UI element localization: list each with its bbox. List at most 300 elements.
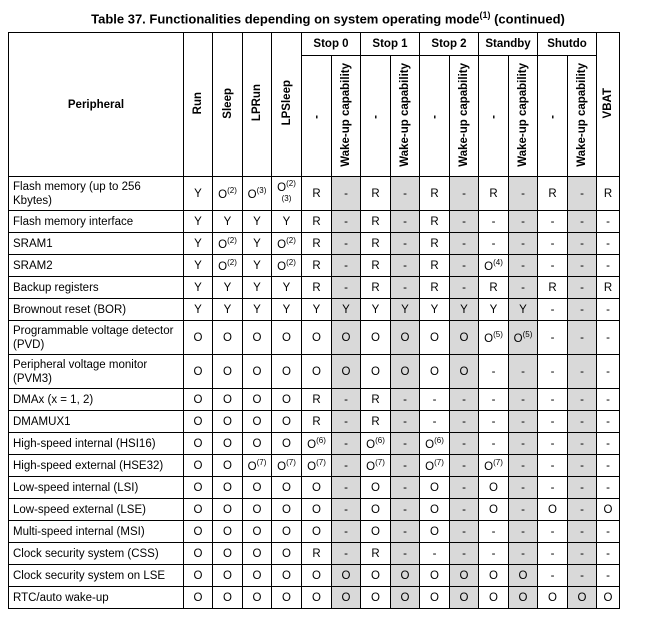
table-cell: O	[272, 499, 302, 521]
table-cell: -	[509, 177, 538, 211]
table-cell: -	[597, 233, 620, 255]
table-cell: $O^{(5)}$	[509, 321, 538, 355]
table-cell: -	[509, 411, 538, 433]
lpsleep-header: LPSleep	[272, 33, 302, 177]
table-cell: -	[420, 543, 450, 565]
table-cell: -	[332, 211, 361, 233]
table-cell: $O^{(6)}$	[302, 433, 332, 455]
table-cell: -	[568, 455, 597, 477]
stop0-wakeup-header: Wake-up capability	[332, 56, 361, 177]
table-cell: R	[302, 255, 332, 277]
table-cell: -	[332, 177, 361, 211]
table-cell: O	[184, 477, 213, 499]
standby-dash-header: -	[479, 56, 509, 177]
table-cell: O	[184, 321, 213, 355]
table-cell: -	[450, 233, 479, 255]
table-cell: O	[509, 587, 538, 609]
table-cell: -	[568, 565, 597, 587]
table-cell: -	[450, 543, 479, 565]
stop2-wakeup-header: Wake-up capability	[450, 56, 479, 177]
table-cell: -	[391, 277, 420, 299]
table-cell: O	[272, 321, 302, 355]
table-cell: O	[213, 411, 243, 433]
table-cell: O	[213, 355, 243, 389]
table-cell: R	[361, 543, 391, 565]
table-cell: O	[243, 587, 272, 609]
table-cell: -	[597, 321, 620, 355]
table-cell: O	[213, 477, 243, 499]
table-cell: -	[538, 521, 568, 543]
table-cell: -	[391, 433, 420, 455]
table-cell: O	[272, 587, 302, 609]
table-cell: -	[509, 355, 538, 389]
table-cell: Y	[302, 299, 332, 321]
table-cell: O	[272, 355, 302, 389]
table-cell: -	[538, 389, 568, 411]
table-cell: -	[391, 477, 420, 499]
table-cell: Y	[184, 299, 213, 321]
table-cell: R	[302, 277, 332, 299]
table-cell: Y	[213, 299, 243, 321]
table-row	[9, 177, 620, 211]
table-cell: Y	[243, 255, 272, 277]
table-cell: -	[509, 543, 538, 565]
table-cell: O	[361, 477, 391, 499]
shutdown-header: Shutdo	[538, 33, 597, 56]
table-cell: R	[361, 177, 391, 211]
table-cell: O	[213, 565, 243, 587]
table-cell: O	[538, 499, 568, 521]
table-cell: -	[450, 177, 479, 211]
table-cell: O	[243, 543, 272, 565]
table-cell: $O^{(7)}$	[272, 455, 302, 477]
row-label: High-speed external (HSE32)	[9, 455, 184, 477]
table-cell: R	[302, 233, 332, 255]
table-cell: O	[391, 355, 420, 389]
table-cell: -	[509, 499, 538, 521]
table-cell: O	[213, 521, 243, 543]
table-cell: Y	[272, 211, 302, 233]
table-cell: O	[272, 543, 302, 565]
table-cell: $O^{(3)}$	[243, 177, 272, 211]
table-cell: O	[479, 587, 509, 609]
table-cell: -	[538, 433, 568, 455]
table-cell: O	[243, 411, 272, 433]
table-cell: -	[568, 499, 597, 521]
table-cell: -	[479, 543, 509, 565]
table-row	[9, 233, 620, 255]
row-label: Low-speed internal (LSI)	[9, 477, 184, 499]
table-cell: -	[538, 255, 568, 277]
table-cell: -	[538, 411, 568, 433]
table-cell: O	[184, 543, 213, 565]
table-cell: -	[597, 565, 620, 587]
table-cell: $O^{(2)}$	[213, 255, 243, 277]
table-cell: -	[597, 433, 620, 455]
table-cell: -	[568, 411, 597, 433]
table-cell: Y	[243, 211, 272, 233]
table-row	[9, 211, 620, 233]
table-cell: O	[420, 355, 450, 389]
table-cell: O	[184, 565, 213, 587]
table-cell: O	[184, 455, 213, 477]
table-cell: -	[450, 499, 479, 521]
row-label: Clock security system (CSS)	[9, 543, 184, 565]
table-cell: O	[302, 355, 332, 389]
table-cell: $O^{(2)}$	[272, 233, 302, 255]
table-cell: O	[450, 321, 479, 355]
table-cell: -	[509, 521, 538, 543]
table-cell: -	[391, 177, 420, 211]
table-cell: O	[243, 355, 272, 389]
table-cell: $O^{(6)}$	[361, 433, 391, 455]
table-cell: $O^{(5)}$	[479, 321, 509, 355]
table-cell: $O^{(7)}$	[361, 455, 391, 477]
table-cell: O	[213, 455, 243, 477]
table-title: Table 37. Functionalities depending on system operating mode$^{(1)}$ (continued)	[91, 10, 565, 27]
table-cell: O	[538, 587, 568, 609]
table-cell: O	[302, 477, 332, 499]
table-cell: -	[332, 521, 361, 543]
table-cell: -	[568, 233, 597, 255]
table-cell: -	[538, 565, 568, 587]
table-cell: Y	[243, 277, 272, 299]
table-row	[9, 521, 620, 543]
table-cell: -	[450, 389, 479, 411]
table-cell: O	[302, 587, 332, 609]
table-cell: O	[361, 521, 391, 543]
row-label: RTC/auto wake-up	[9, 587, 184, 609]
table-cell: -	[568, 321, 597, 355]
table-row	[9, 455, 620, 477]
row-label: Flash memory interface	[9, 211, 184, 233]
table-cell: -	[568, 211, 597, 233]
table-row	[9, 565, 620, 587]
table-cell: -	[391, 233, 420, 255]
table-cell: -	[538, 233, 568, 255]
table-cell: $O^{(6)}$	[420, 433, 450, 455]
table-cell: -	[509, 455, 538, 477]
table-cell: -	[568, 433, 597, 455]
table-cell: Y	[184, 177, 213, 211]
table-cell: -	[420, 389, 450, 411]
table-cell: Y	[450, 299, 479, 321]
table-cell: $O^{(7)}$	[420, 455, 450, 477]
table-cell: -	[332, 543, 361, 565]
table-cell: $O^{(2)}$	[213, 233, 243, 255]
row-label: High-speed internal (HSI16)	[9, 433, 184, 455]
table-row	[9, 389, 620, 411]
table-cell: -	[509, 233, 538, 255]
table-row	[9, 321, 620, 355]
row-label: Flash memory (up to 256 Kbytes)	[9, 177, 184, 211]
table-cell: R	[361, 211, 391, 233]
table-row	[9, 277, 620, 299]
table-cell: -	[597, 255, 620, 277]
table-cell: R	[361, 389, 391, 411]
table-cell: O	[184, 389, 213, 411]
table-cell: -	[479, 433, 509, 455]
table-cell: -	[538, 355, 568, 389]
table-cell: O	[332, 355, 361, 389]
table-cell: O	[272, 411, 302, 433]
row-label: Low-speed external (LSE)	[9, 499, 184, 521]
table-cell: O	[243, 565, 272, 587]
stop2-dash-header: -	[420, 56, 450, 177]
run-header: Run	[184, 33, 213, 177]
table-cell: Y	[420, 299, 450, 321]
table-cell: -	[332, 277, 361, 299]
stop0-dash-header: -	[302, 56, 332, 177]
table-cell: -	[391, 255, 420, 277]
table-cell: Y	[213, 277, 243, 299]
table-cell: R	[597, 277, 620, 299]
table-cell: -	[568, 389, 597, 411]
table-cell: -	[597, 543, 620, 565]
table-cell: -	[332, 411, 361, 433]
table-cell: O	[361, 355, 391, 389]
table-cell: R	[597, 177, 620, 211]
table-row	[9, 543, 620, 565]
standby-header: Standby	[479, 33, 538, 56]
table-cell: -	[420, 411, 450, 433]
table-cell: O	[302, 499, 332, 521]
table-row	[9, 499, 620, 521]
table-cell: R	[420, 277, 450, 299]
table-cell: O	[391, 587, 420, 609]
table-cell: O	[332, 321, 361, 355]
table-cell: -	[538, 455, 568, 477]
table-cell: -	[509, 277, 538, 299]
row-label: DMAx (x = 1, 2)	[9, 389, 184, 411]
table-cell: -	[509, 389, 538, 411]
table-cell: -	[509, 211, 538, 233]
row-label: DMAMUX1	[9, 411, 184, 433]
table-cell: R	[420, 255, 450, 277]
table-cell: Y	[361, 299, 391, 321]
table-cell: O	[184, 411, 213, 433]
table-cell: R	[479, 277, 509, 299]
table-cell: Y	[509, 299, 538, 321]
table-row	[9, 255, 620, 277]
table-cell: -	[391, 411, 420, 433]
table-cell: R	[479, 177, 509, 211]
table-cell: Y	[184, 277, 213, 299]
table-cell: O	[420, 521, 450, 543]
table-cell: O	[332, 587, 361, 609]
table-cell: -	[538, 321, 568, 355]
table-cell: O	[361, 499, 391, 521]
lprun-header: LPRun	[243, 33, 272, 177]
table-cell: R	[420, 211, 450, 233]
table-cell: R	[538, 177, 568, 211]
table-cell: O	[597, 587, 620, 609]
table-cell: O	[184, 587, 213, 609]
table-cell: O	[213, 543, 243, 565]
table-cell: -	[568, 543, 597, 565]
table-cell: O	[213, 499, 243, 521]
table-cell: O	[391, 321, 420, 355]
table-cell: O	[568, 587, 597, 609]
table-cell: O	[479, 565, 509, 587]
table-cell: -	[332, 233, 361, 255]
table-cell: R	[361, 233, 391, 255]
table-body	[9, 177, 620, 609]
table-cell: -	[332, 389, 361, 411]
table-cell: O	[597, 499, 620, 521]
stop2-header: Stop 2	[420, 33, 479, 56]
table-cell: -	[479, 521, 509, 543]
table-cell: -	[538, 477, 568, 499]
table-cell: R	[302, 543, 332, 565]
table-cell: O	[243, 499, 272, 521]
table-cell: -	[509, 433, 538, 455]
table-cell: O	[213, 389, 243, 411]
table-cell: O	[184, 433, 213, 455]
table-cell: O	[420, 321, 450, 355]
table-cell: -	[450, 477, 479, 499]
table-row	[9, 587, 620, 609]
table-row	[9, 411, 620, 433]
table-cell: -	[568, 521, 597, 543]
table-cell: O	[361, 565, 391, 587]
table-cell: -	[597, 477, 620, 499]
table-cell: -	[391, 455, 420, 477]
stop1-dash-header: -	[361, 56, 391, 177]
table-cell: Y	[272, 277, 302, 299]
table-cell: O	[391, 565, 420, 587]
shutdown-dash-header: -	[538, 56, 568, 177]
table-cell: -	[509, 255, 538, 277]
table-cell: -	[568, 277, 597, 299]
table-cell: R	[302, 177, 332, 211]
table-cell: -	[450, 411, 479, 433]
table-cell: $O^{(7)}$	[302, 455, 332, 477]
table-cell: R	[420, 233, 450, 255]
table-cell: R	[361, 277, 391, 299]
table-cell: -	[538, 211, 568, 233]
table-cell: -	[479, 211, 509, 233]
row-label: Clock security system on LSE	[9, 565, 184, 587]
table-cell: -	[597, 521, 620, 543]
table-cell: -	[597, 299, 620, 321]
table-cell: O	[361, 321, 391, 355]
table-cell: -	[568, 477, 597, 499]
table-cell: -	[538, 299, 568, 321]
table-cell: $O^{(4)}$	[479, 255, 509, 277]
table-cell: -	[391, 543, 420, 565]
table-cell: O	[332, 565, 361, 587]
table-cell: $O^{(2)}$ $^{(3)}$	[272, 177, 302, 211]
shutdown-wakeup-header: Wake-up capability	[568, 56, 597, 177]
table-cell: O	[479, 499, 509, 521]
table-cell: O	[272, 565, 302, 587]
table-cell: R	[538, 277, 568, 299]
table-cell: O	[302, 565, 332, 587]
row-label: Multi-speed internal (MSI)	[9, 521, 184, 543]
table-cell: Y	[243, 299, 272, 321]
table-cell: -	[332, 433, 361, 455]
table-cell: O	[243, 477, 272, 499]
table-row	[9, 433, 620, 455]
table-cell: O	[302, 521, 332, 543]
table-cell: O	[213, 587, 243, 609]
table-cell: -	[332, 255, 361, 277]
table-cell: Y	[332, 299, 361, 321]
table-cell: -	[479, 233, 509, 255]
row-label: Programmable voltage detector (PVD)	[9, 321, 184, 355]
functionality-table	[8, 32, 620, 609]
table-cell: -	[597, 389, 620, 411]
table-cell: $O^{(2)}$	[213, 177, 243, 211]
table-cell: -	[597, 211, 620, 233]
stop0-header: Stop 0	[302, 33, 361, 56]
table-cell: O	[272, 521, 302, 543]
table-cell: O	[420, 477, 450, 499]
table-cell: -	[391, 521, 420, 543]
table-cell: -	[391, 211, 420, 233]
table-cell: R	[302, 211, 332, 233]
table-cell: -	[568, 355, 597, 389]
table-cell: -	[479, 389, 509, 411]
table-cell: R	[420, 177, 450, 211]
sleep-header: Sleep	[213, 33, 243, 177]
table-cell: Y	[213, 211, 243, 233]
table-cell: O	[509, 565, 538, 587]
table-row	[9, 355, 620, 389]
table-cell: -	[597, 455, 620, 477]
table-cell: O	[184, 521, 213, 543]
table-cell: O	[243, 433, 272, 455]
table-cell: -	[391, 389, 420, 411]
table-cell: -	[450, 455, 479, 477]
table-cell: -	[568, 255, 597, 277]
table-cell: O	[420, 499, 450, 521]
table-cell: -	[450, 521, 479, 543]
table-cell: O	[450, 565, 479, 587]
table-cell: -	[479, 355, 509, 389]
table-cell: O	[450, 355, 479, 389]
table-cell: O	[213, 433, 243, 455]
table-cell: O	[272, 389, 302, 411]
table-cell: O	[361, 587, 391, 609]
table-cell: Y	[184, 233, 213, 255]
row-label: Peripheral voltage monitor (PVM3)	[9, 355, 184, 389]
table-cell: O	[243, 521, 272, 543]
standby-wakeup-header: Wake-up capability	[509, 56, 538, 177]
table-cell: R	[361, 411, 391, 433]
table-cell: R	[302, 389, 332, 411]
table-cell: O	[243, 321, 272, 355]
table-cell: O	[184, 355, 213, 389]
table-cell: -	[450, 277, 479, 299]
table-cell: O	[243, 389, 272, 411]
table-row	[9, 299, 620, 321]
table-row	[9, 477, 620, 499]
table-cell: O	[272, 433, 302, 455]
table-cell: -	[568, 177, 597, 211]
row-label: Brownout reset (BOR)	[9, 299, 184, 321]
row-label: SRAM1	[9, 233, 184, 255]
table-cell: -	[332, 455, 361, 477]
table-cell: Y	[272, 299, 302, 321]
table-cell: $O^{(2)}$	[272, 255, 302, 277]
table-cell: -	[479, 411, 509, 433]
table-cell: O	[420, 565, 450, 587]
stop1-wakeup-header: Wake-up capability	[391, 56, 420, 177]
table-cell: Y	[184, 255, 213, 277]
table-cell: -	[391, 499, 420, 521]
